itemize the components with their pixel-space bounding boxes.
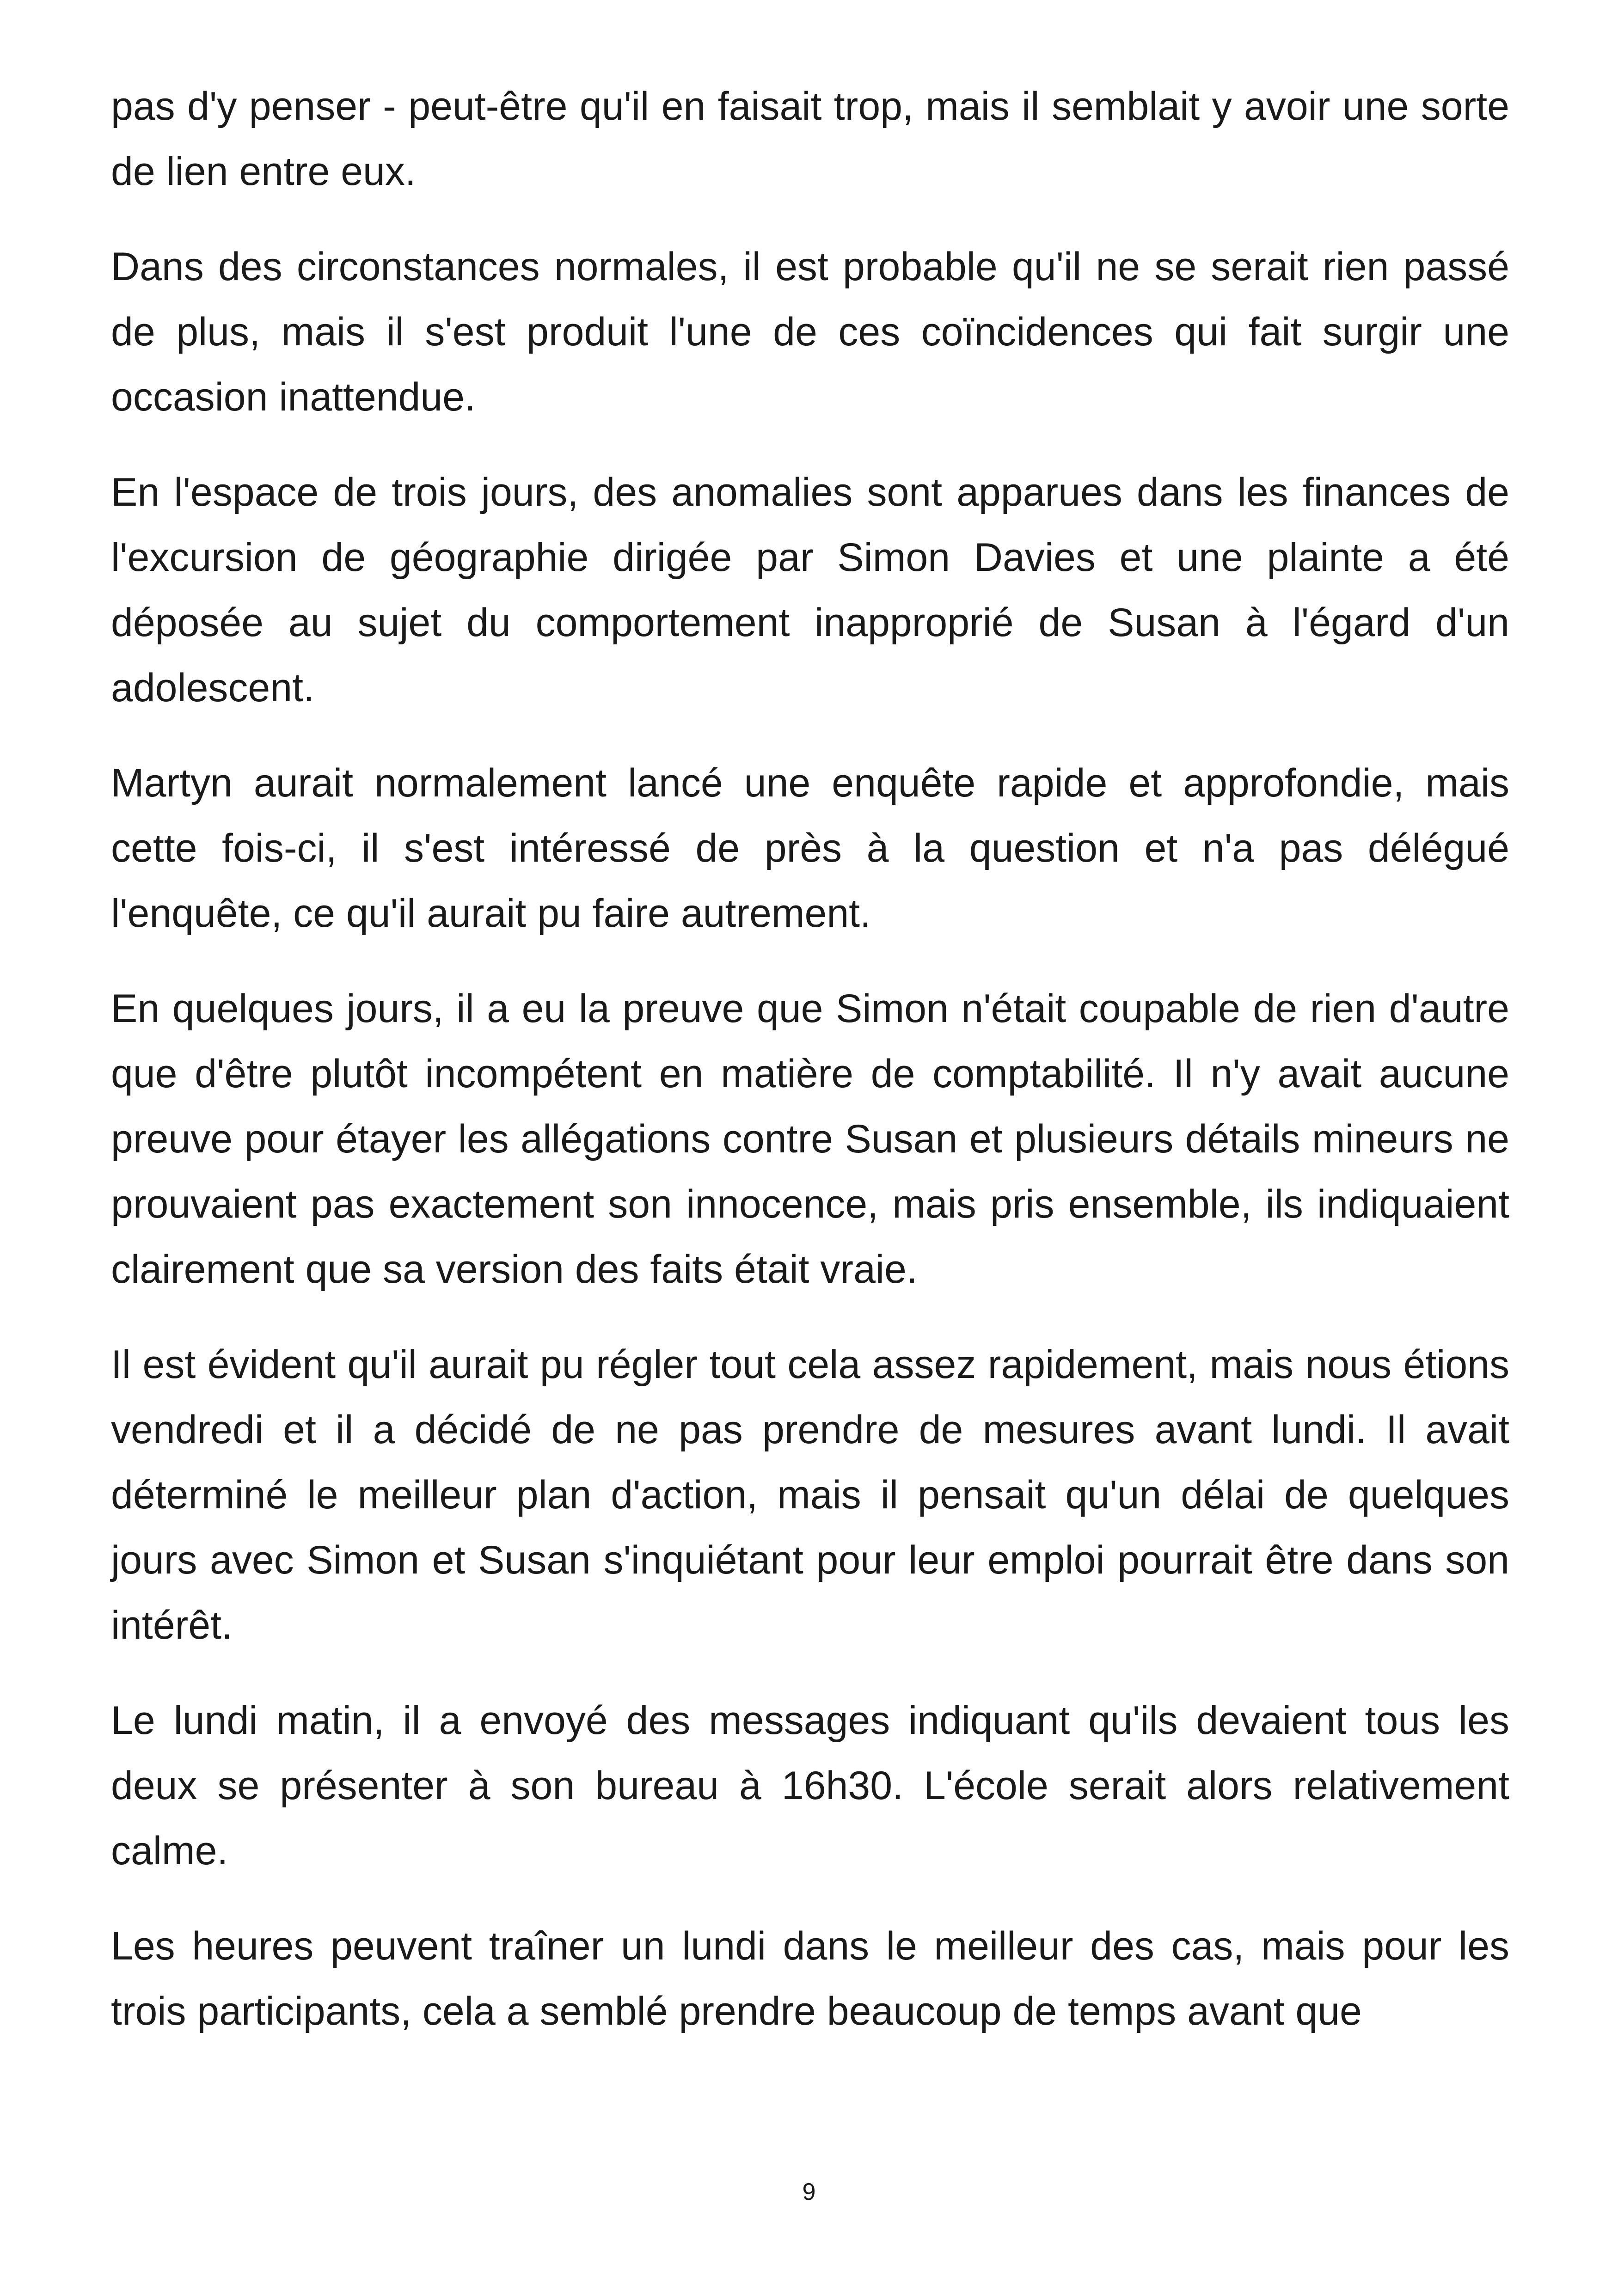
paragraph: Les heures peuvent traîner un lundi dans le meilleur des cas, mais pour les trois participants, cela a semblé prendre beaucoup de temps avant que bbox=[111, 1924, 1509, 2033]
page-number: 9 bbox=[802, 2179, 816, 2205]
paragraph: Le lundi matin, il a envoyé des messages indiquant qu'ils devaient tous les deux se présenter à son bureau à 16h30. L'école serait alors relativement calme. bbox=[111, 1698, 1509, 1873]
paragraph: En l'espace de trois jours, des anomalies sont apparues dans les finances de l'excursion de géographie dirigée par Simon Davies et une plainte a été déposée au sujet du comportement inapproprié de Susan à l'égard d'un adolescent. bbox=[111, 470, 1509, 710]
paragraph: Martyn aurait normalement lancé une enquête rapide et approfondie, mais cette fois-ci, il s'est intéressé de près à la question et n'a pas délégué l'enquête, ce qu'il aurait pu faire autrement. bbox=[111, 761, 1509, 936]
paragraph: Dans des circonstances normales, il est probable qu'il ne se serait rien passé de plus, mais il s'est produit l'une de ces coïncidences qui fait surgir une occasion inattendue. bbox=[111, 245, 1509, 419]
paragraph: pas d'y penser - peut-être qu'il en faisait trop, mais il semblait y avoir une sorte de lien entre eux. bbox=[111, 84, 1509, 194]
body-text bbox=[111, 74, 1509, 2074]
paragraph: Il est évident qu'il aurait pu régler tout cela assez rapidement, mais nous étions vendredi et il a décidé de ne pas prendre de mesures avant lundi. Il avait déterminé le meilleur plan d'action, mais il pensait qu'un délai de quelques jours avec Simon et Susan s'inquiétant pour leur emploi pourrait être dans son intérêt. bbox=[111, 1342, 1509, 1647]
paragraph: En quelques jours, il a eu la preuve que Simon n'était coupable de rien d'autre que d'être plutôt incompétent en matière de comptabilité. Il n'y avait aucune preuve pour étayer les allégations contre Susan et plusieurs détails mineurs ne prouvaient pas exactement son innocence, mais pris ensemble, ils indiquaient clairement que sa version des faits était vraie. bbox=[111, 986, 1509, 1292]
